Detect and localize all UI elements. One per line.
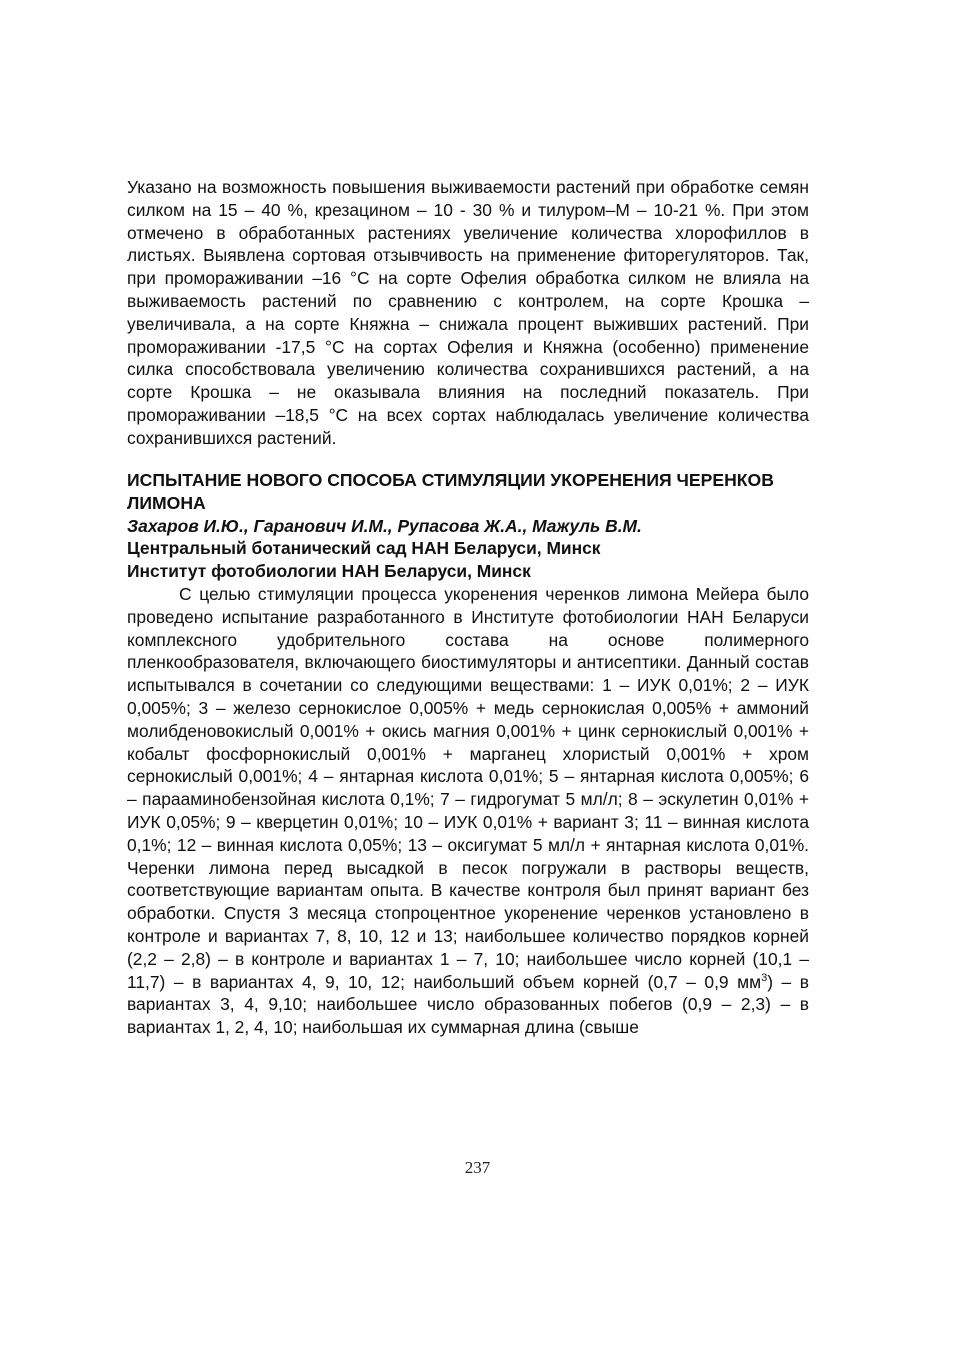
affiliation-1: Центральный ботанический сад НАН Беларуси, Минск xyxy=(127,538,601,559)
preceding-paragraph: Указано на возможность повышения выживаемости растений при обработке семян силком на 15 – 40 %, крезацином – 10 - 30 % и тилуром–М – 10-21 %. При этом отмечено в обработанных растениях увеличение количества хлорофиллов в листьях. Выявлена сортовая отзывчивость на применение фиторегуляторов. Так, при промораживании –16 °С на сорте Офелия обработка силком не влияла на выживаемость растений по сравнению с контролем, на сорте Крошка – увеличивала, а на сорте Княжна – снижала процент выживших растений. При промораживании -17,5 °С на сортах Офелия и Княжна (особенно) применение силка способствовала увеличению количества сохранившихся растений, а на сорте Крошка – не оказывала влияния на последний показатель. При промораживании –18,5 °С на всех сортах наблюдалась увеличение количества сохранившихся растений. xyxy=(127,177,809,448)
article-body-part-1: С целью стимуляции процесса укоренения черенков лимона Мейера было проведено испытание разработанного в Институте фотобиологии НАН Беларуси комплексного удобрительного состава на основе полимерного пленкообразователя, включающего биостимуляторы и антисептики. Данный состав испытывался в сочетании со следующими веществами: 1 – ИУК 0,01%; 2 – ИУК 0,005%; 3 – железо сернокислое 0,005% + медь сернокислая 0,005% + аммоний молибденовокислый 0,001% + окись магния 0,001% + цинк сернокислый 0,001% + кобальт фосфорнокислый 0,001% + марганец хлористый 0,001% + хром сернокислый 0,001%; 4 – янтарная кислота 0,01%; 5 – янтарная кислота 0,005%; 6 – парааминобензойная кислота 0,1%; 7 – гидрогумат 5 мл/л; 8 – эскулетин 0,01% + ИУК 0,05%; 9 – кверцетин 0,01%; 10 – ИУК 0,01% + вариант 3; 11 – винная кислота 0,1%; 12 – винная кислота 0,05%; 13 – оксигумат 5 мл/л + янтарная кислота 0,01%. Черенки лимона перед высадкой в песок погружали в растворы веществ, соответствующие вариантам опыта. В качестве контроля был принят вариант без обработки. Спустя 3 месяца стопроцентное укоренение черенков установлено в контроле и вариантах 7, 8, 10, 12 и 13; наибольшее количество порядков корней (2,2 – 2,8) – в контроле и вариантах 1 – 7, 10; наибольшее число корней (10,1 – 11,7) – в вариантах 4, 9, 10, 12; наибольший объем корней (0,7 – 0,9 мм xyxy=(127,583,809,992)
article-authors: Захаров И.Ю., Гаранович И.М., Рупасова Ж.А., Мажуль В.М. xyxy=(127,515,642,536)
page-number: 237 xyxy=(464,1158,491,1177)
text-column xyxy=(127,176,809,1039)
article-title: ИСПЫТАНИЕ НОВОГО СПОСОБА СТИМУЛЯЦИИ УКОРЕНЕНИЯ ЧЕРЕНКОВ ЛИМОНА xyxy=(127,469,774,513)
affiliation-2: Институт фотобиологии НАН Беларуси, Минск xyxy=(127,561,531,582)
article-body xyxy=(127,583,809,1039)
article-body-part-2: ) – в вариантах 3, 4, 9,10; наибольшее число образованных побегов (0,9 – 2,3) – в вариантах 1, 2, 4, 10; наибольшая их суммарная длина (свыше xyxy=(127,971,809,1038)
cubic-superscript: 3 xyxy=(761,971,768,984)
